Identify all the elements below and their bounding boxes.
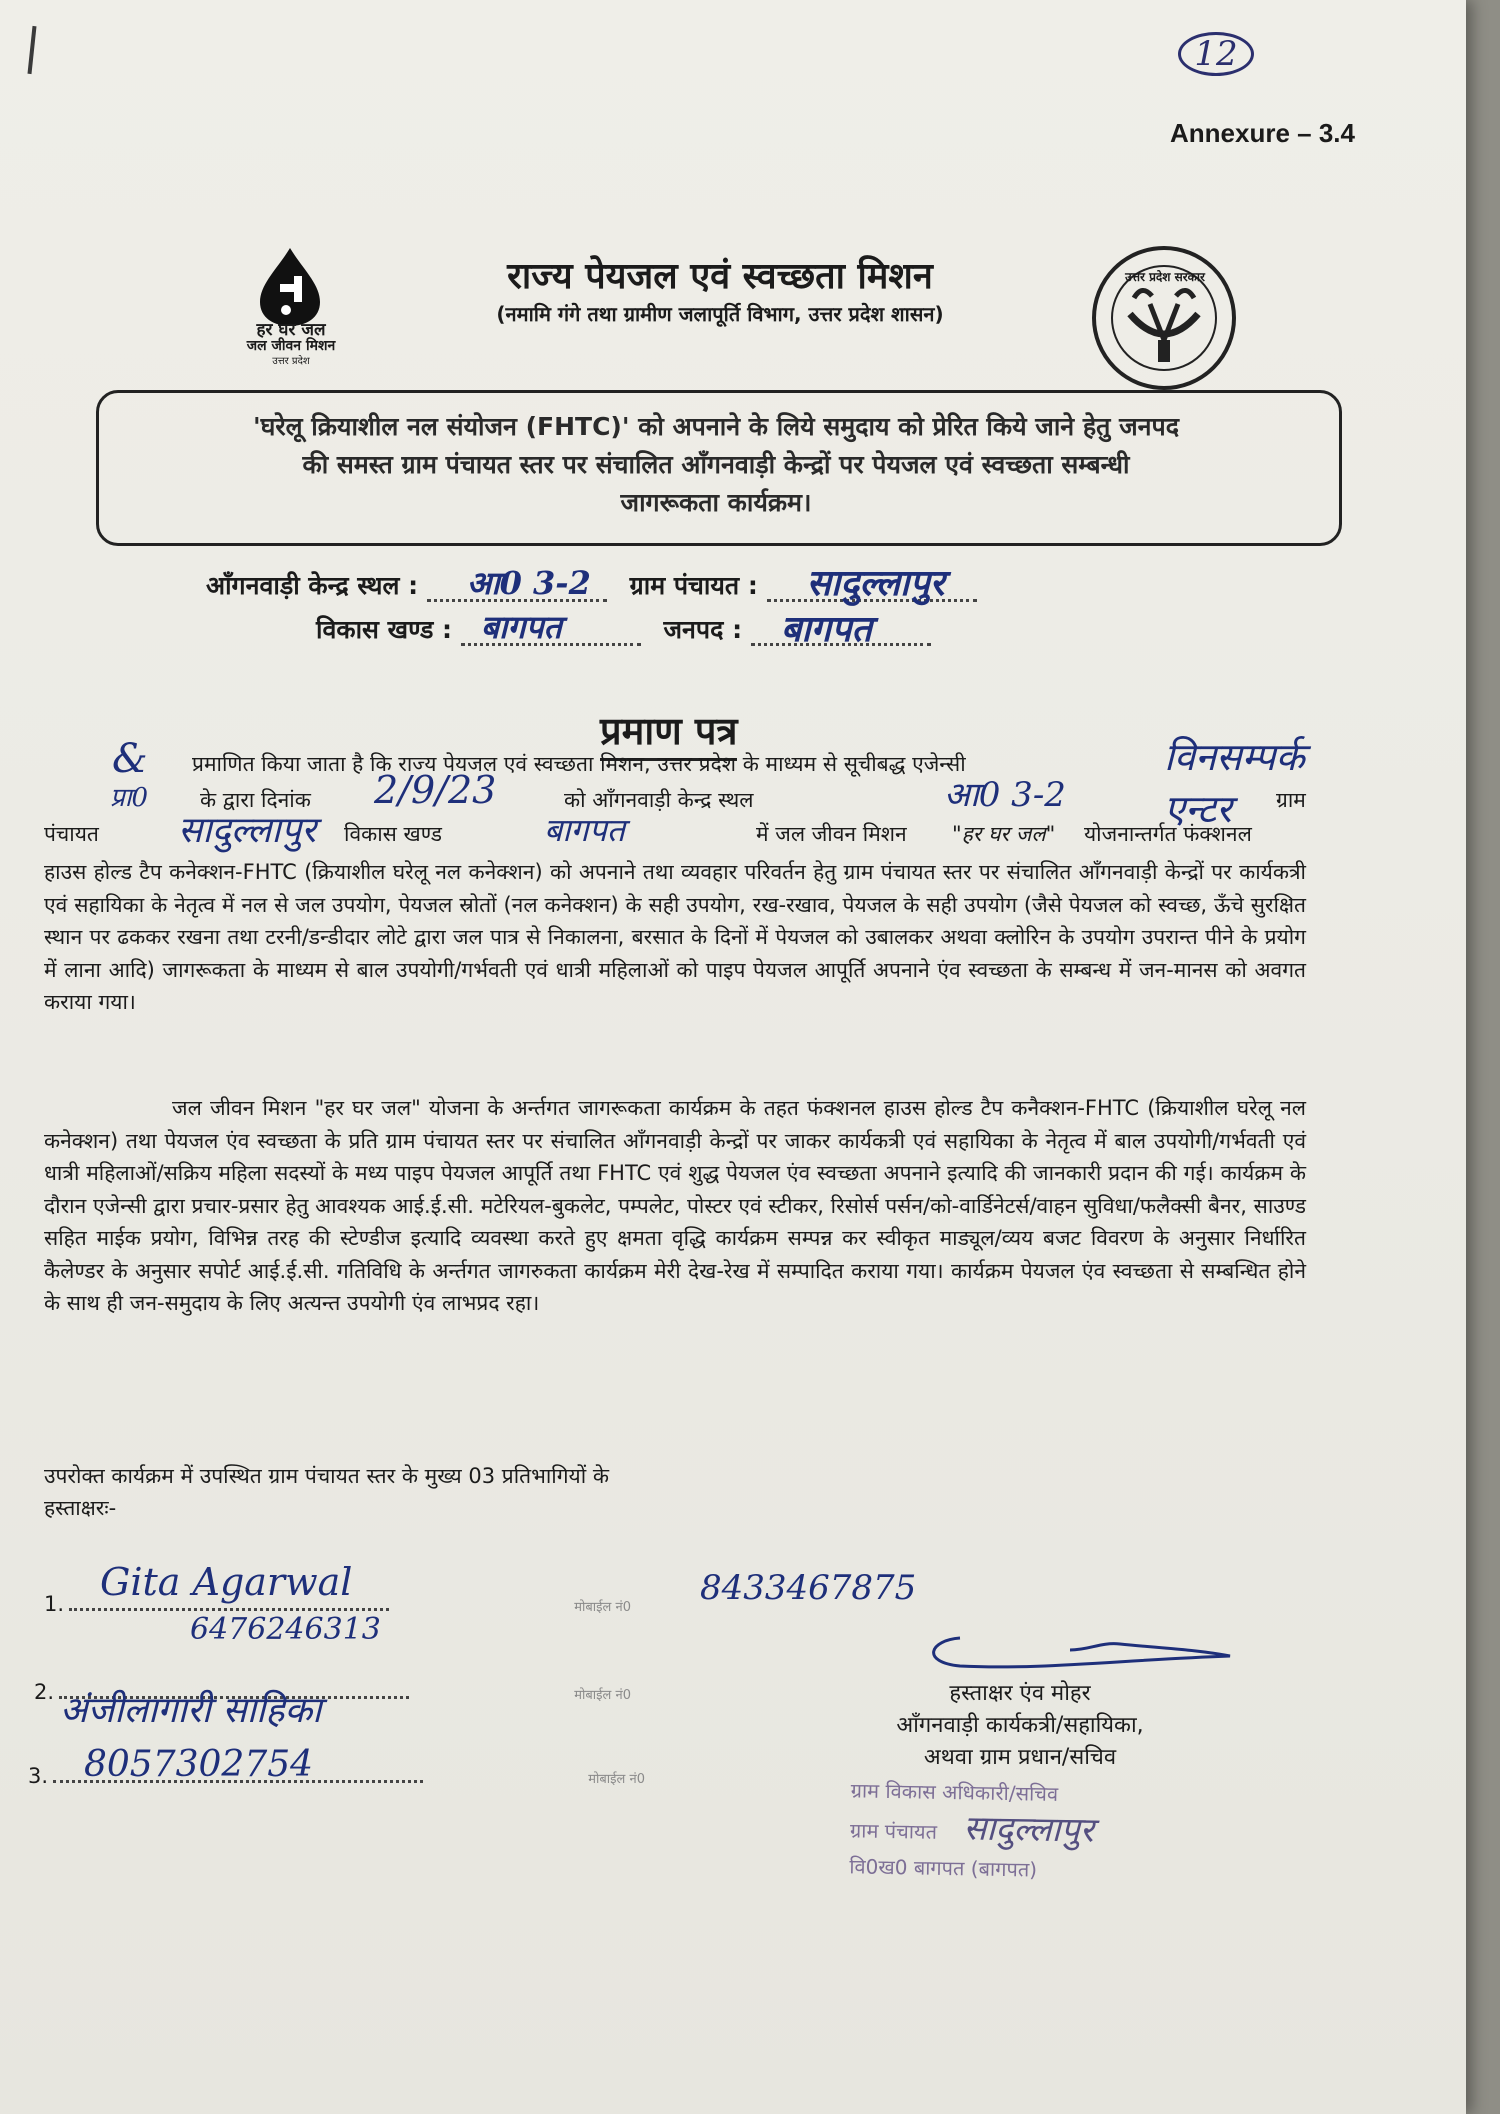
certificate-heading: प्रमाण पत्र — [600, 704, 737, 761]
block-field-row: विकास खण्ड : बागपत जनपद : बागपत — [316, 612, 931, 646]
cert-center-value: आ0 3-2 — [944, 775, 1066, 815]
page-number: 12 — [1178, 32, 1254, 76]
certificate-body: हाउस होल्ड टैप कनेक्शन-FHTC (क्रियाशील घरेलू नल कनेक्शन) को अपनाने तथा व्यवहार परिवर्तन हेतु ग्राम पंचायत स्तर पर संचालित आँगनवाड़ी केन्द्रों पर कार्यकत्री एवं सहायिका के नेतृत्व में नल से जल उपयोग, पेयजल स्रोतों (नल कनेक्शन) के सही उपयोग, रख-रखाव, पेयजल के सही उपयोग (जैसे पेयजल को स्वच्छ, ऊँचे सुरक्षित स्थान पर ढककर रखना तथा टरनी/डन्डीदार लोटे द्वारा जल पात्र से निकालना, बरसात के दिनों में पेयजल को उबालकर अथवा क्लोरिन के उपयोग उपरान्त पीने के प्रयोग में लाना आदि) जागरूकता के माध्यम से बाल उपयोगी/गर्भवती एवं धात्री महिलाओं को पाइप पेयजल आपूर्ति अपनाने एंव स्वच्छता के सम्बन्ध में जन-मानस को अवगत कराया गया। — [44, 860, 1306, 1014]
panchayat-value: सादुल्लापुर — [806, 562, 945, 604]
official-stamp: ग्राम विकास अधिकारी/सचिव ग्राम पंचायत सादुल्लापुर वि0ख0 बागपत (बागपत) — [849, 1778, 1095, 1882]
logo-caption: हर घर जल जल जीवन मिशन उत्तर प्रदेश — [246, 320, 336, 367]
cert-panchayat-value: सादुल्लापुर — [178, 810, 316, 851]
government-seal-icon — [1090, 244, 1238, 392]
participant-1-extra-number: 6476246313 — [190, 1612, 381, 1647]
pen-mark — [28, 26, 37, 74]
participant-2-row: 2. मोबाईल नं0 — [34, 1674, 631, 1704]
document-page: 12 Annexure – 3.4 हर घर जल जल जीवन मिशन उत्तर प्रदेश उत्तर प्रदेश सरकार राज्य पेयजल एवं स्वच्छता मिशन (नमामि गंगे तथा ग्रामीण जलापूर्ति विभाग, उत्तर प्रदेश शासन) 'घरेलू क्रियाशील नल संयोजन (FHTC)' को अपनाने के लिये समुदाय को प्रेरित किये जाने हेतु जनपद की समस्त ग्राम पंचायत स्तर पर संचालित आँगनवाड़ी केन्द्रों पर पेयजल एवं स्वच्छता सम्बन्धी जागरूकता कार्यक्रम। आँगनवाड़ी केन्द्र स्थल : आ0 3-2 ग्राम पंचायत : सादुल्लापुर विकास खण्ड : बागपत जनपद : बागपत प्रमाण पत्र & प्रमाणित किया जाता है कि राज्य पेयजल एवं स्वच्छता मिशन, उत्तर प्रदेश के माध्यम से सूचीबद्ध एजेन्सी विनसम्पर्क एन्टर प्रा0 के द्वारा दिनांक 2/9/23 को आँगनवाड़ी केन्द्र स्थल आ0 3-2 ग्राम पंचायत सादुल्लापुर विकास खण्ड बागपत में जल जीवन मिशन "हर घर जल" योजनान्तर्गत फंक्शनल हाउस होल्ड टैप कनेक्शन-FHTC (क्रियाशील घरेलू नल कनेक्शन) को अपनाने तथा व्यवहार परिवर्तन हेतु ग्राम पंचायत स्तर पर संचालित आँगनवाड़ी केन्द्रों पर कार्यकत्री एवं सहायिका के नेतृत्व में नल से जल उपयोग, पेयजल स्रोतों (नल कनेक्शन) के सही उपयोग, रख-रखाव, पेयजल के सही उपयोग (जैसे पेयजल को स्वच्छ, ऊँचे सुरक्षित स्थान पर ढककर रखना तथा टरनी/डन्डीदार लोटे द्वारा जल पात्र से निकालना, बरसात के दिनों में पेयजल को उबालकर अथवा क्लोरिन के उपयोग उपरान्त पीने के प्रयोग में लाना आदि) जागरूकता के माध्यम से बाल उपयोगी/गर्भवती एवं धात्री महिलाओं को पाइप पेयजल आपूर्ति अपनाने एंव स्वच्छता के सम्बन्ध में जन-मानस को अवगत कराया गया। जल जीवन मिशन "हर घर जल" योजना के अर्न्तगत जागरूकता कार्यक्रम के तहत फंक्शनल हाउस होल्ड टैप कनैक्शन-FHTC (क्रियाशील घरेलू नल कनेक्शन) तथा पेयजल एंव स्वच्छता के प्रति ग्राम पंचायत स्तर पर संचालित आँगनवाड़ी केन्द्रों पर जाकर कार्यकत्री एवं सहायिका के नेतृत्व में बाल उपयोगी/गर्भवती एवं धात्री महिलाओं/सक्रिय महिला सदस्यों के मध्य पाइप पेयजल आपूर्ति तथा FHTC एवं शुद्ध पेयजल एंव स्वच्छता अपनाने इत्यादि की जानकारी प्रदान की गई। कार्यक्रम के दौरान एजेन्सी द्वारा प्रचार-प्रसार हेतु आवश्यक आई.ई.सी. मटेरियल-बुकलेट, पम्पलेट, पोस्टर एवं स्टीकर, रिसोर्स पर्सन/को-वार्डिनेटर्स/वाहन सुविधा/फलैक्सी बैनर, साउण्ड सहित माईक प्रयोग, विभिन्न तरह की स्टेण्डीज इत्यादि व्यवस्था करते हुए क्षमता वृद्धि कार्यक्रम सम्पन्न कर स्वीकृत माड्यूल/व्यय बजट विवरण के अनुसार निर्धारित कैलेण्डर के अनुसार सपोर्ट आई.ई.सी. गतिविधि के अर्न्तगत जागरुकता कार्यक्रम मेरी देख-रेख में सम्पादित कराया गया। कार्यक्रम पेयजल एंव स्वच्छता से सम्बन्धित होने के साथ ही जन-समुदाय के लिए अत्यन्त उपयोगी एंव लाभप्रद रहा। उपरोक्त कार्यक्रम में उपस्थित ग्राम पंचायत स्तर के मुख्य 03 प्रतिभागियों के हस्ताक्षरः- 1. मोबाईल नं0 Gita Agarwal 8433467875 6476246313 2. मोबाईल नं0 अंजीलागारी साहिका 3. मोबाईल नं0 8057302754 हस्ताक्षर एंव मोहर आँगनवाड़ी कार्यकत्री/सहायिका, अथवा ग्राम प्रधान/सचिव ग्राम विकास अधिकारी/सचिव ग्राम पंचायत सादुल्लापुर वि0ख0 बागपत (बागपत) — [0, 0, 1466, 2114]
program-description: जल जीवन मिशन "हर घर जल" योजना के अर्न्तगत जागरूकता कार्यक्रम के तहत फंक्शनल हाउस होल्ड टैप कनैक्शन-FHTC (क्रियाशील घरेलू नल कनेक्शन) तथा पेयजल एंव स्वच्छता के प्रति ग्राम पंचायत स्तर पर संचालित आँगनवाड़ी केन्द्रों पर जाकर कार्यकत्री एवं सहायिका के नेतृत्व में बाल उपयोगी/गर्भवती एवं धात्री महिलाओं/सक्रिय महिला सदस्यों के मध्य पाइप पेयजल आपूर्ति तथा FHTC एवं शुद्ध पेयजल एंव स्वच्छता अपनाने इत्यादि की जानकारी प्रदान की गई। कार्यक्रम के दौरान एजेन्सी द्वारा प्रचार-प्रसार हेतु आवश्यक आई.ई.सी. मटेरियल-बुकलेट, पम्पलेट, पोस्टर एवं स्टीकर, रिसोर्स पर्सन/को-वार्डिनेटर्स/वाहन सुविधा/फलैक्सी बैनर, साउण्ड सहित माईक प्रयोग, विभिन्न तरह की स्टेण्डीज इत्यादि व्यवस्था करते हुए क्षमता वृद्धि कार्यक्रम सम्पन्न कर स्वीकृत माड्यूल/व्यय बजट विवरण के अनुसार निर्धारित कैलेण्डर के अनुसार सपोर्ट आई.ई.सी. गतिविधि के अर्न्तगत जागरुकता कार्यक्रम मेरी देख-रेख में सम्पादित कराया गया। कार्यक्रम पेयजल एंव स्वच्छता से सम्बन्धित होने के साथ ही जन-समुदाय के लिए अत्यन्त उपयोगी एंव लाभप्रद रहा। — [44, 1096, 1306, 1315]
cert-block-value: बागपत — [544, 811, 625, 849]
participant-1-row: 1. मोबाईल नं0 — [44, 1586, 631, 1616]
participants-intro: उपरोक्त कार्यक्रम में उपस्थित ग्राम पंचायत स्तर के मुख्य 03 प्रतिभागियों के — [44, 1464, 609, 1488]
participant-1-mobile: 8433467875 — [700, 1568, 917, 1608]
seal-text: उत्तर प्रदेश सरकार — [1125, 270, 1205, 284]
participant-3-signature: 8057302754 — [84, 1744, 314, 1785]
signatory-block: हस्ताक्षर एंव मोहर आँगनवाड़ी कार्यकत्री/सहायिका, अथवा ग्राम प्रधान/सचिव — [896, 1681, 1144, 1770]
participant-1-signature: Gita Agarwal — [100, 1560, 353, 1604]
agency-value: विनसम्पर्क एन्टर — [1164, 735, 1305, 831]
date-value: 2/9/23 — [374, 768, 497, 812]
block-value: बागपत — [480, 608, 562, 646]
water-drop-logo-icon — [250, 246, 330, 328]
document-title: राज्य पेयजल एवं स्वच्छता मिशन — [507, 256, 933, 297]
participant-2-signature: अंजीलागारी साहिका — [60, 1690, 322, 1731]
program-title-text: 'घरेलू क्रियाशील नल संयोजन (FHTC)' को अपनाने के लिये समुदाय को प्रेरित किये जाने हेतु जनपद की समस्त ग्राम पंचायत स्तर पर संचालित आँगनवाड़ी केन्द्रों पर पेयजल एवं स्वच्छता सम्बन्धी जागरूकता कार्यक्रम। — [252, 412, 1180, 517]
center-value: आ0 3-2 — [466, 564, 591, 602]
annexure-label: Annexure – 3.4 — [1170, 118, 1355, 148]
participant-3-row: 3. मोबाईल नं0 — [28, 1758, 645, 1788]
signatory-signature-icon — [920, 1626, 1240, 1676]
participants-signatures-label: हस्ताक्षरः- — [44, 1496, 117, 1520]
document-subtitle: (नमामि गंगे तथा ग्रामीण जलापूर्ति विभाग, उत्तर प्रदेश शासन) — [496, 302, 944, 326]
district-value: बागपत — [780, 608, 872, 650]
center-field-row: आँगनवाड़ी केन्द्र स्थल : आ0 3-2 ग्राम पंचायत : सादुल्लापुर — [206, 568, 977, 602]
